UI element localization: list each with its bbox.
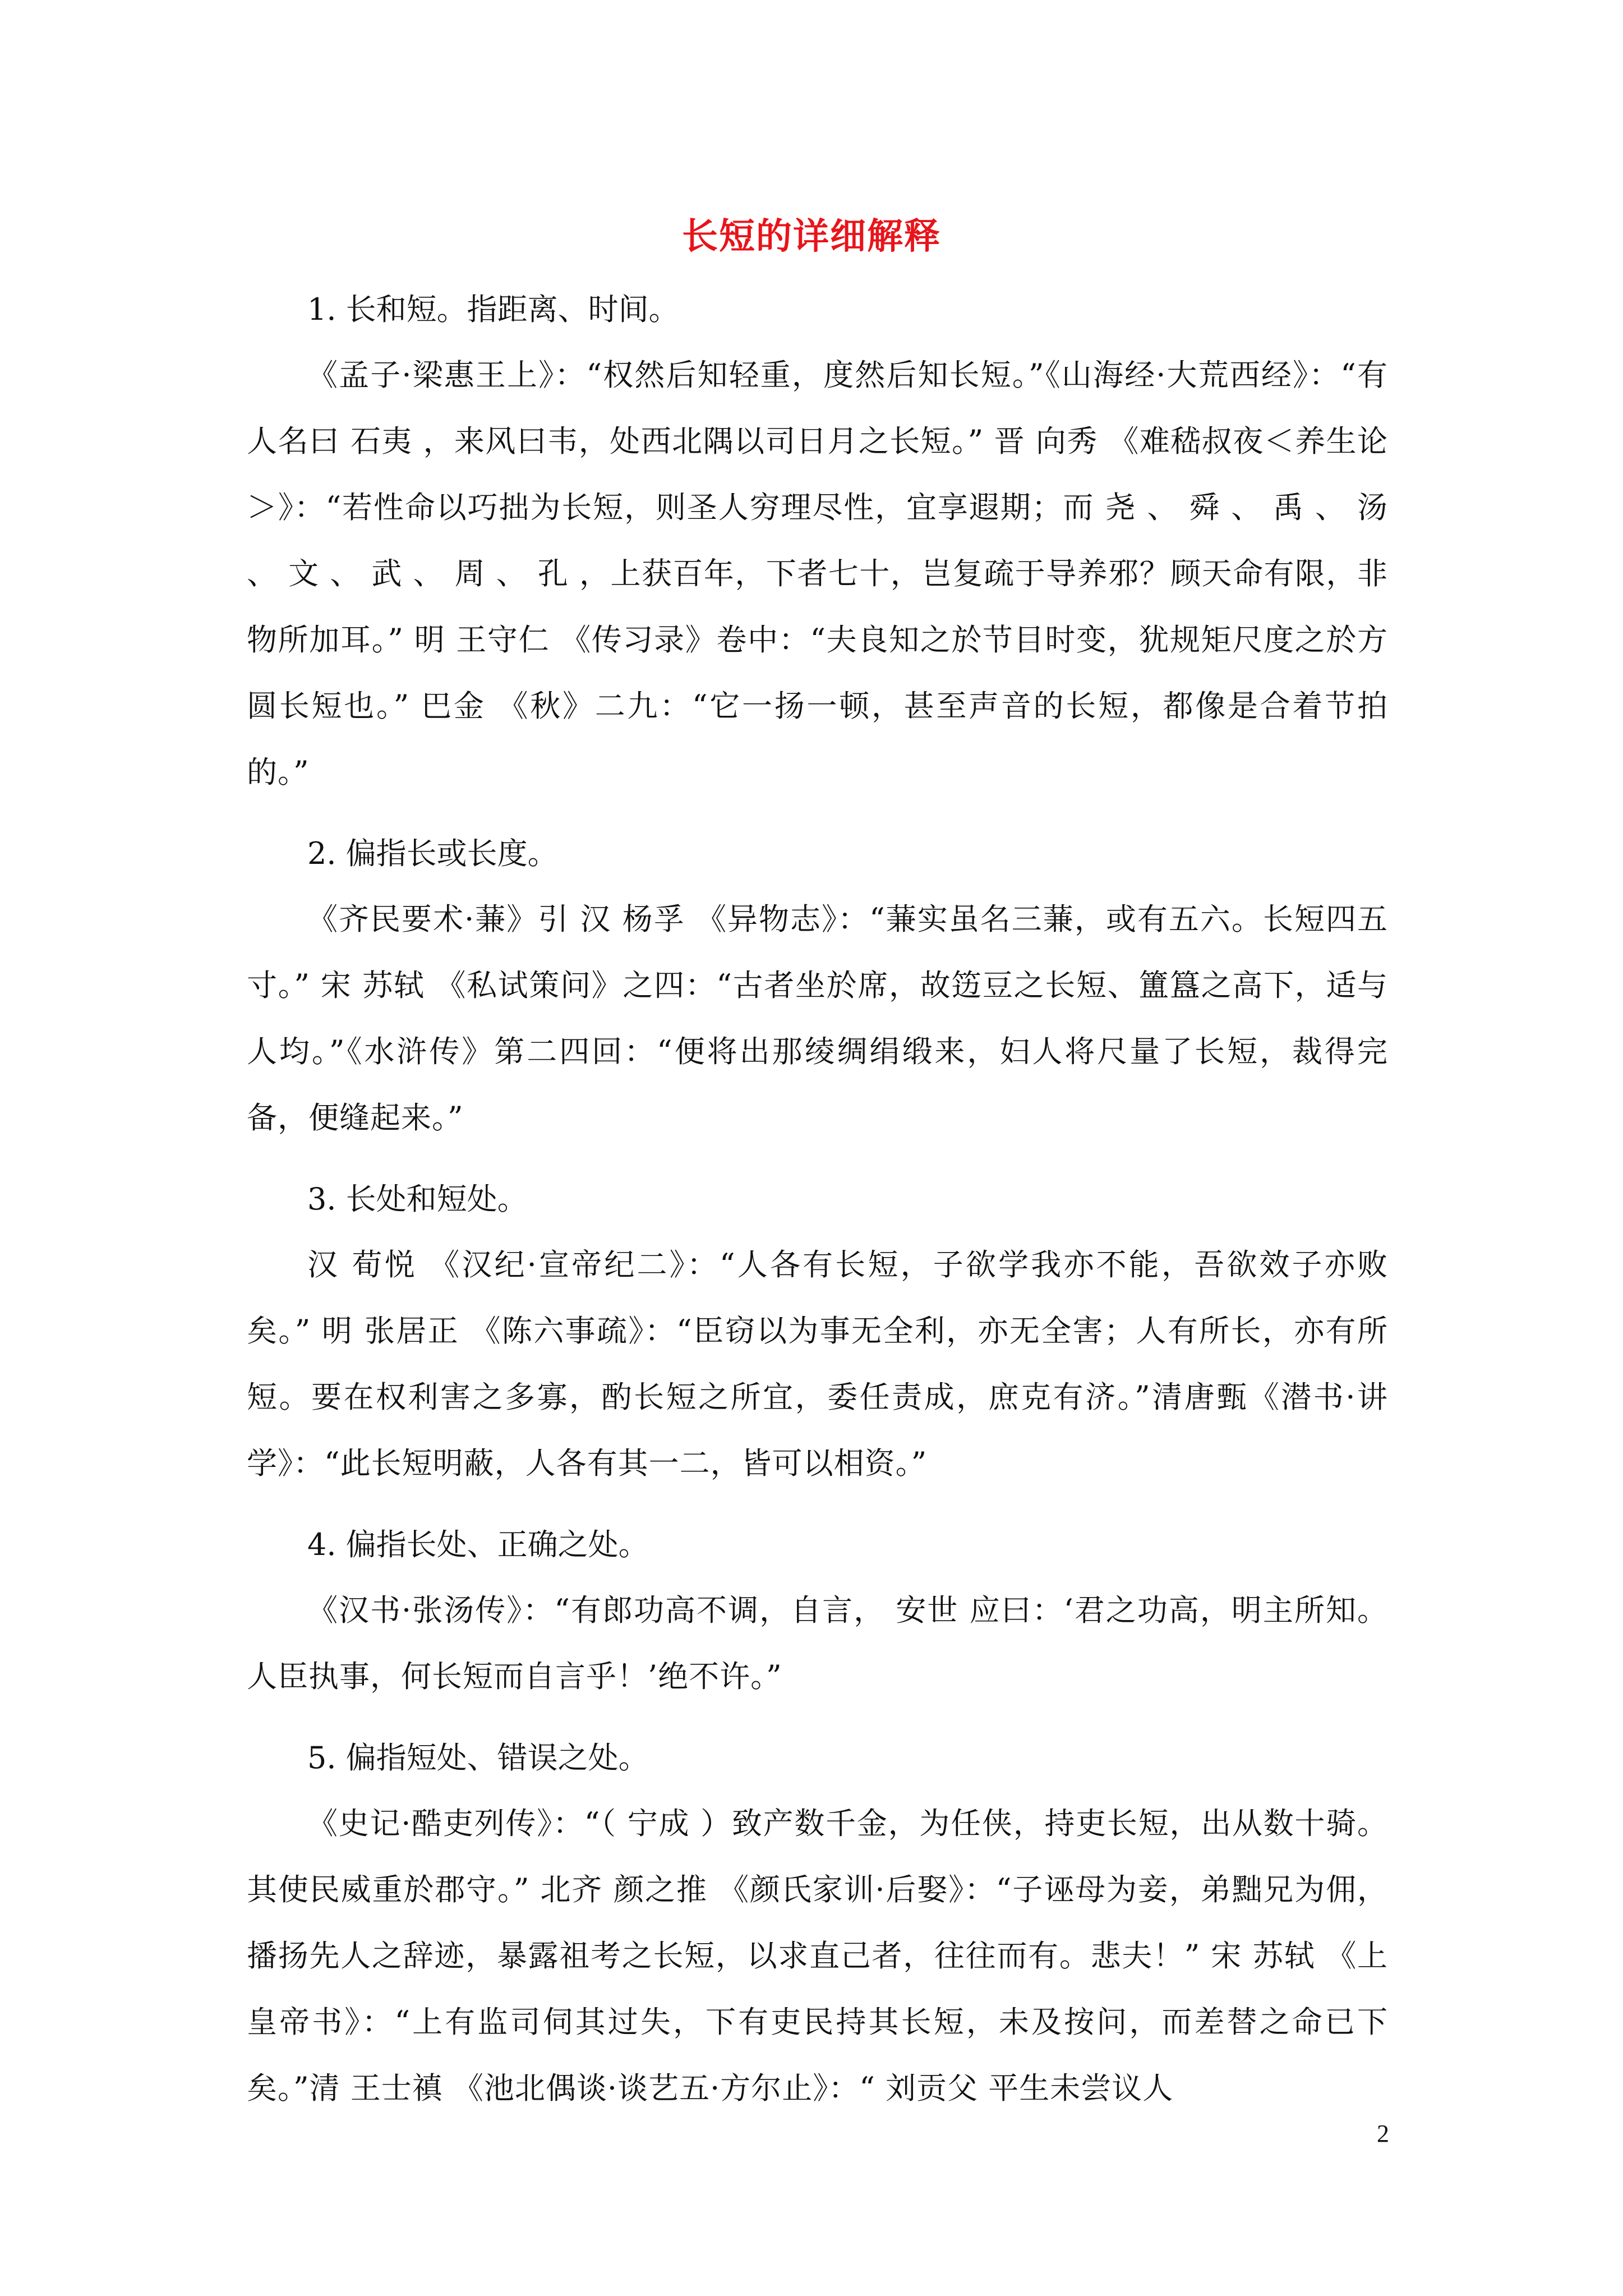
section-paragraph: 汉 荀悦 《汉纪·宣帝纪二》：“人各有长短，子欲学我亦不能，吾欲效子亦败矣。” 明 张居正 《陈六事疏》：“臣窃以为事无全利，亦无全害；人有所长，亦有所短。要在权利害之多寡，酌长短之所宜，委任责成，庶克有济。”清唐甄《潜书·讲学》：“此长短明蔽，人各有其一二，皆可以相资。” xyxy=(247,1247,1388,1481)
main-content xyxy=(247,292,1388,2152)
section-paragraph: 《孟子·梁惠王上》：“权然后知轻重，度然后知长短。”《山海经·大荒西经》：“有人名曰 石夷 ，来风曰韦，处西北隅以司日月之长短。” 晋 向秀 《难嵇叔夜＜养生论＞》：“若性命以巧拙为长短，则圣人穷理尽性，宜享遐期；而 尧 、 舜 、 禹 、 汤 、 文 、 武 、 周 、 孔 ，上获百年，下者七十，岂复疏于导养邪？顾天命有限，非物所加耳。” 明 王守仁 《传习录》卷中：“夫良知之於节目时变，犹规矩尺度之於方圆长短也。” 巴金 《秋》二九：“它一扬一顿，甚至声音的长短，都像是合着节拍的。” xyxy=(247,357,1388,790)
section-heading: 3. 长处和短处。 xyxy=(307,1181,528,1217)
page-title: 长短的详细解释 xyxy=(682,215,941,257)
page-number: 2 xyxy=(1377,2120,1389,2147)
section-paragraph: 《齐民要术·蒹》引 汉 杨孚 《异物志》：“蒹实虽名三蒹，或有五六。长短四五寸。” 宋 苏轼 《私试策问》之四：“古者坐於席，故笾豆之长短、簠簋之高下，适与人均。”《水浒传》第二四回：“便将出那绫绸绢缎来，妇人将尺量了长短，裁得完备，便缝起来。” xyxy=(247,901,1388,1135)
section-heading: 5. 偏指短处、错误之处。 xyxy=(307,1740,649,1775)
section-heading: 1. 长和短。指距离、时间。 xyxy=(307,292,679,327)
section-heading: 4. 偏指长处、正确之处。 xyxy=(307,1527,649,1562)
section-paragraph: 《汉书·张汤传》：“有郎功高不调，自言， 安世 应曰：‘君之功高，明主所知。人臣执事，何长短而自言乎！’绝不许。” xyxy=(247,1593,1388,1694)
section-heading: 2. 偏指长或长度。 xyxy=(307,836,558,871)
section-paragraph: 《史记·酷吏列传》：“（ 宁成 ）致产数千金，为任侠，持吏长短，出从数十骑。其使民威重於郡守。” 北齐 颜之推 《颜氏家训·后娶》：“子诬母为妾，弟黜兄为佣，播扬先人之辞迹，暴露祖考之长短，以求直己者，往往而有。悲夫！” 宋 苏轼 《上皇帝书》：“上有监司伺其过失，下有吏民持其长短，未及按问，而差替之命已下矣。”清 王士禛 《池北偶谈·谈艺五·方尔止》：“ 刘贡父 平生未尝议人 xyxy=(247,1806,1388,2106)
